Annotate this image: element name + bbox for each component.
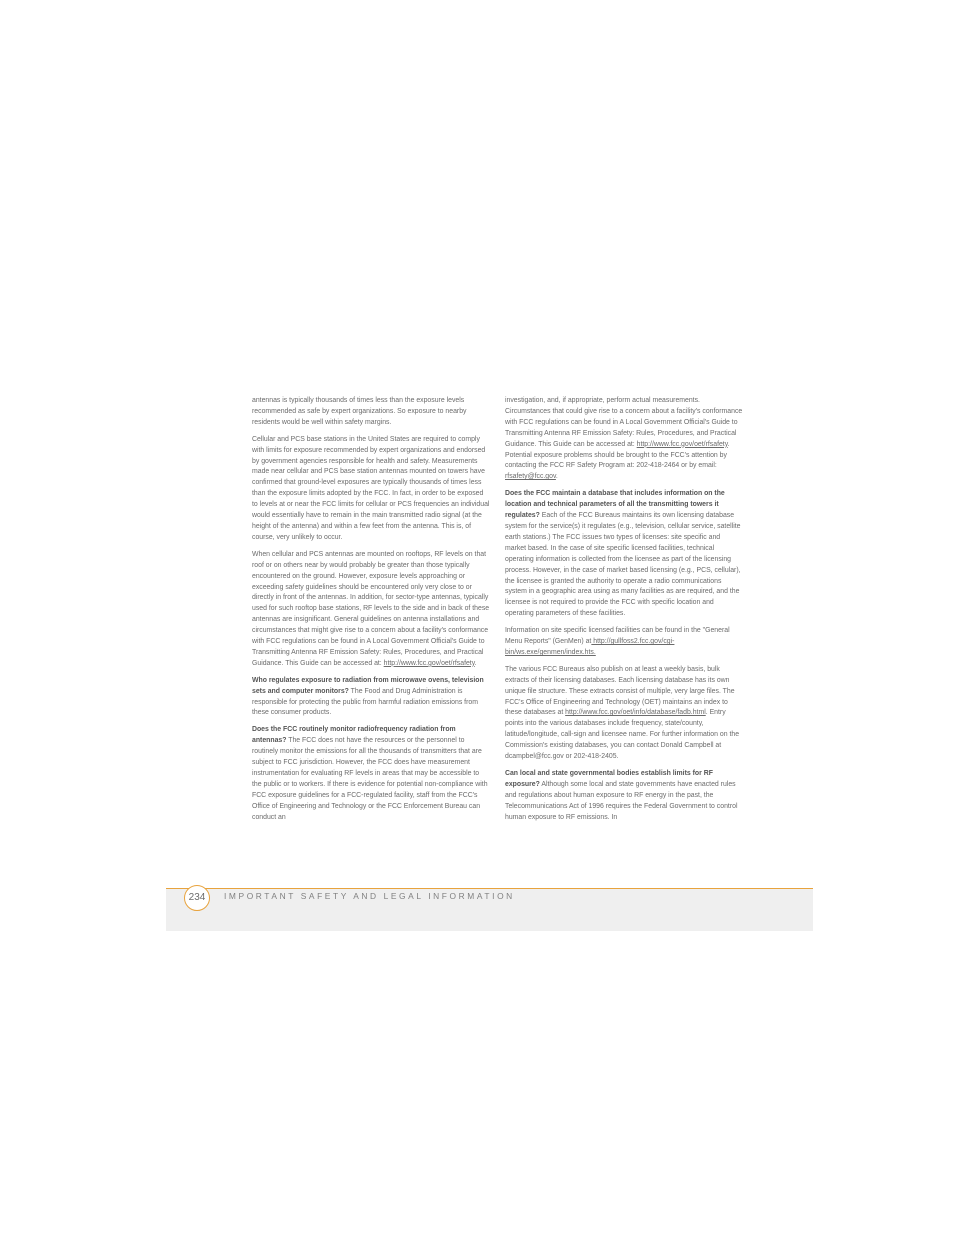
answer: Each of the FCC Bureaus maintains its own licensing database system for the service(s) it regulates (e.g., television, cellular service, satellite earth stations.) The FCC issues two types of licenses: site specific and market based. In the case of site specific licensed facilities, technical operating information is collected from the licensee as part of the licensing process. However, in the case of market based licensing (e.g., PCS, cellular), the licensee is granted the authority to operate a radio communications system in a geographic area using as many facilities as are required, and the licensee is not required to provide the FCC with specific location and operating parameters of these facilities.	[505, 512, 741, 618]
question: Who regulates exposure to radiation from microwave ovens, television sets and computer monitors?	[252, 676, 484, 695]
faq-database	[505, 489, 743, 620]
question: Does the FCC maintain a database that includes information on the location and technical parameters of all the transmitting towers it regulates?	[505, 490, 725, 520]
paragraph: The various FCC Bureaus also publish on at least a weekly basis, bulk extracts of their licensing databases. Each licensing database has its own unique file structure. These extracts consist of multiple, very large files. The FCC's Office of Engineering and Technology (OET) maintains an index to these databases at http://www.fcc.gov/oet/info/database/fadb.html. Entry points into the various databases include frequency, state/county, latitude/longitude, call-sign and licensee name. For further information on the Commission's existing databases, you can contact Donald Campbell at dcampbel@fcc.gov or 202-418-2405.	[505, 665, 740, 761]
paragraph: antennas is typically thousands of times less than the exposure levels recommended as safe by expert organizations. So exposure to nearby residents would be well within safety margins.	[252, 397, 467, 426]
answer: Although some local and state governments have enacted rules and regulations about human exposure to RF energy in the past, the Telecommunications Act of 1996 requires the Federal Government to control human exposure to RF emissions. In	[505, 780, 738, 821]
paragraph: Information on site specific licensed facilities can be found in the "General Menu Reports" (GenMen) at http://gullfoss2.fcc.gov/cgi-bin/ws.exe/genmen/index.hts.	[505, 627, 730, 656]
fadb-link[interactable]: http://www.fcc.gov/oet/info/database/fadb.html	[565, 709, 706, 717]
paragraph: Cellular and PCS base stations in the United States are required to comply with limits for exposure recommended by expert organizations and endorsed by government agencies responsible for health and safety. Measurements made near cellular and PCS base station antennas mounted on towers have confirmed that ground-level exposures are typically thousands of times less than the exposure limits adopted by the FCC. In fact, in order to be exposed to levels at or near the FCC limits for cellular or PCS frequencies an individual would essentially have to remain in the main transmitted radio signal (at the height of the antenna) and within a few feet from the antenna. This is, of course, very unlikely to occur.	[252, 435, 490, 541]
faq-microwave	[252, 676, 490, 720]
footer-section-title: IMPORTANT SAFETY AND LEGAL INFORMATION	[224, 891, 515, 901]
right-column	[505, 396, 743, 830]
faq-local-limits	[505, 769, 743, 824]
paragraph: investigation, and, if appropriate, perform actual measurements. Circumstances that could give rise to a concern about a facility's conformance with FCC regulations can be found in A Local Government Official's Guide to Transmitting Antenna RF Emission Safety: Rules, Procedures, and Practical Guidance. This Guide can be accessed at: http://www.fcc.gov/oet/rfsafety. Potential exposure problems should be brought to the FCC's attention by contacting the FCC RF Safety Program at: 202-418-2464 or by email: rfsafety@fcc.gov.	[505, 397, 743, 481]
genmen-link[interactable]: http://gullfoss2.fcc.gov/cgi-bin/ws.exe/genmen/index.hts.	[505, 638, 675, 656]
faq-monitoring	[252, 725, 490, 823]
question: Does the FCC routinely monitor radiofrequency radiation from antennas?	[252, 726, 456, 745]
paragraph: When cellular and PCS antennas are mounted on rooftops, RF levels on that roof or on others near by would probably be greater than those typically encountered on the ground. However, exposure levels approaching or exceeding safety guidelines should be encountered only very close to or directly in front of the antennas. In addition, for sector-type antennas, typically used for such rooftop base stations, RF levels to the side and in back of these antennas are insignificant. General guidelines on antenna installations and circumstances that might give rise to a concern about a facility's conformance with FCC regulations can be found in A Local Government Official's Guide to Transmitting Antenna RF Emission Safety: Rules, Procedures, and Practical Guidance. This Guide can be accessed at: http://www.fcc.gov/oet/rfsafety.	[252, 550, 490, 667]
answer: The FCC does not have the resources or the personnel to routinely monitor the emissions for all the thousands of transmitters that are subject to FCC jurisdiction. However, the FCC does have measurement instrumentation for evaluating RF levels in areas that may be accessible to the public or to workers. If there is evidence for potential non-compliance with FCC exposure guidelines for a FCC-regulated facility, staff from the FCC's Office of Engineering and Technology or the FCC Enforcement Bureau can conduct an	[252, 737, 488, 821]
rfsafety-link[interactable]: http://www.fcc.gov/oet/rfsafety	[636, 440, 728, 448]
rfsafety-email-link[interactable]: rfsafety@fcc.gov	[505, 473, 556, 481]
left-column	[252, 396, 490, 830]
rfsafety-link[interactable]: http://www.fcc.gov/oet/rfsafety	[383, 659, 475, 667]
answer: The Food and Drug Administration is responsible for protecting the public from harmful radiation emissions from these consumer products.	[252, 687, 478, 717]
page-number-badge: 234	[184, 885, 210, 911]
question: Can local and state governmental bodies establish limits for RF exposure?	[505, 770, 713, 788]
